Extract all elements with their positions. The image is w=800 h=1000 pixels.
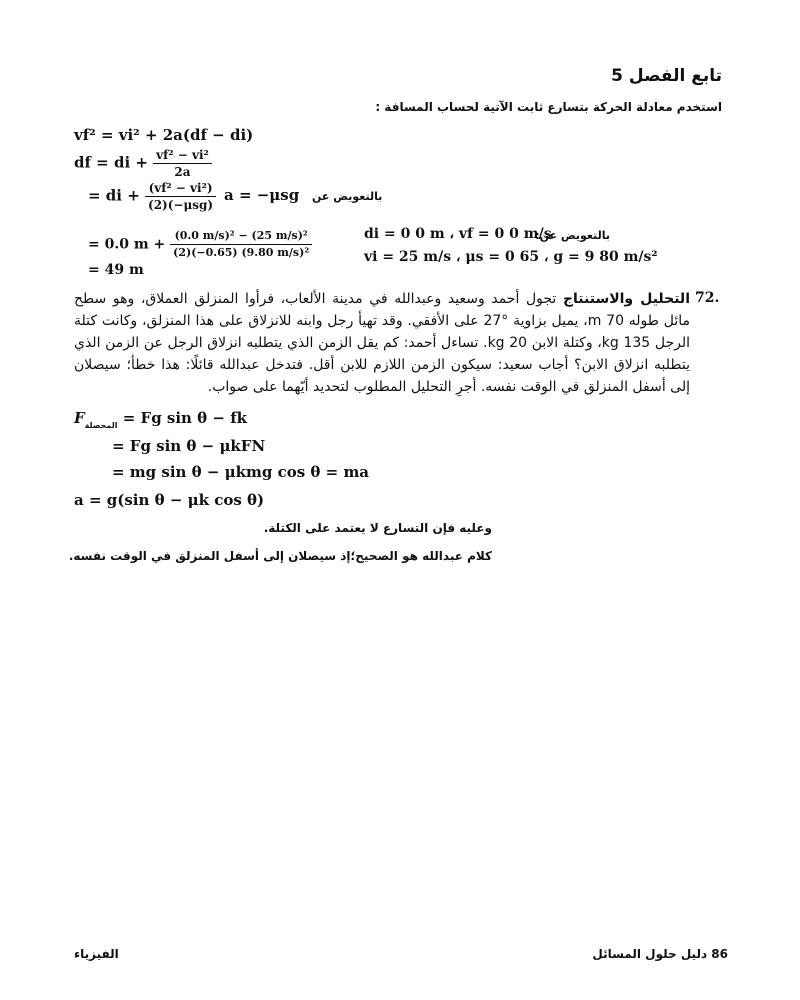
equation-df — [74, 147, 212, 180]
equation-acceleration: a = g(sin θ − μk cos θ) — [74, 491, 265, 509]
fraction-denominator: (2)(−0.65) (9.80 m/s)² — [173, 246, 310, 259]
equation-df-lhs: df = di + — [74, 153, 148, 172]
equation-rhs: = Fg sin θ − fk — [122, 409, 248, 427]
conclusion-line-1: وعليه فإن التسارع لا يعتمد على الكتلة. — [263, 521, 492, 535]
problem-number: 72. — [695, 290, 720, 306]
substitution-values-line1: di = 0 0 m ، vf = 0 0 m/s — [364, 226, 552, 242]
equation-vf-squared: vf² = vi² + 2a(df − di) — [74, 126, 254, 144]
conclusion-line-2: كلام عبدالله هو الصحيح؛إذ سيصلان إلى أسفل المنزلق في الوقت نفسه. — [68, 549, 492, 563]
fraction-denominator: 2a — [174, 165, 191, 179]
substitution-a-expression: a = −μsg — [224, 186, 300, 204]
substitution-a-label: بالتعويض عن — [312, 190, 383, 203]
equation-lhs: = di + — [88, 186, 140, 205]
problem-title: التحليل والاستنتاج — [562, 291, 690, 307]
equation-df-fraction — [153, 147, 212, 180]
fraction-numerator: (vf² − vi²) — [145, 180, 216, 197]
instruction-text: استخدم معادلة الحركة بتسارع ثابت الآتية لحساب المسافة : — [375, 100, 722, 114]
substitution-values-label: بالتعويض عن: — [535, 229, 610, 242]
footer-page-label: 86 دليل حلول المسائل — [592, 947, 728, 961]
chapter-title: تابع الفصل 5 — [611, 66, 722, 86]
equation-result: = 49 m — [88, 262, 144, 278]
problem-text: تجول أحمد وسعيد وعبدالله في مدينة الألعاب، فرأوا المنزلق العملاق، وهو سطح مائل طوله 70 m، يميل بزاوية °27 على الأفقي. وقد تهيأ رجل وابنه للانزلاق على هذا المنزلق، وكانت كتلة الرجل 135 kg، وكتلة الابن 20 kg. تساءل أحمد: كم يقل الزمن الذي يتطلبه انزلاق الرجل عن الزمن الذي يتطلبه انزلاق الابن؟ أجاب سعيد: سيكون الزمن اللازم للابن أقل. فتدخل عبدالله قائلًا: هذا خطأ؛ سيصلان إلى أسفل المنزلق في الوقت نفسه. أجرِ التحليل المطلوب لتحديد أيّهما على صواب. — [74, 291, 691, 395]
equation-numeric — [88, 228, 312, 261]
equation-net-force — [74, 409, 247, 430]
problem-paragraph — [74, 288, 690, 398]
equation-lhs: = 0.0 m + — [88, 236, 166, 253]
equation-force-normal: = Fg sin θ − μkFN — [112, 437, 266, 455]
net-subscript: المحصلة — [84, 421, 118, 430]
footer-subject: الفيزياء — [74, 947, 119, 961]
equation-fraction — [145, 180, 216, 213]
force-symbol: F — [74, 409, 85, 427]
fraction-denominator: (2)(−μsg) — [148, 198, 214, 212]
substitution-values-line2: vi = 25 m/s ، μs = 0 65 ، g = 9 80 m/s² — [364, 249, 658, 265]
fraction-numerator: (0.0 m/s)² − (25 m/s)² — [170, 228, 312, 245]
equation-force-mass: = mg sin θ − μkmg cos θ = ma — [112, 463, 370, 481]
equation-fraction — [170, 228, 312, 261]
fraction-numerator: vf² − vi² — [153, 147, 212, 164]
equation-df-substituted — [88, 180, 216, 213]
